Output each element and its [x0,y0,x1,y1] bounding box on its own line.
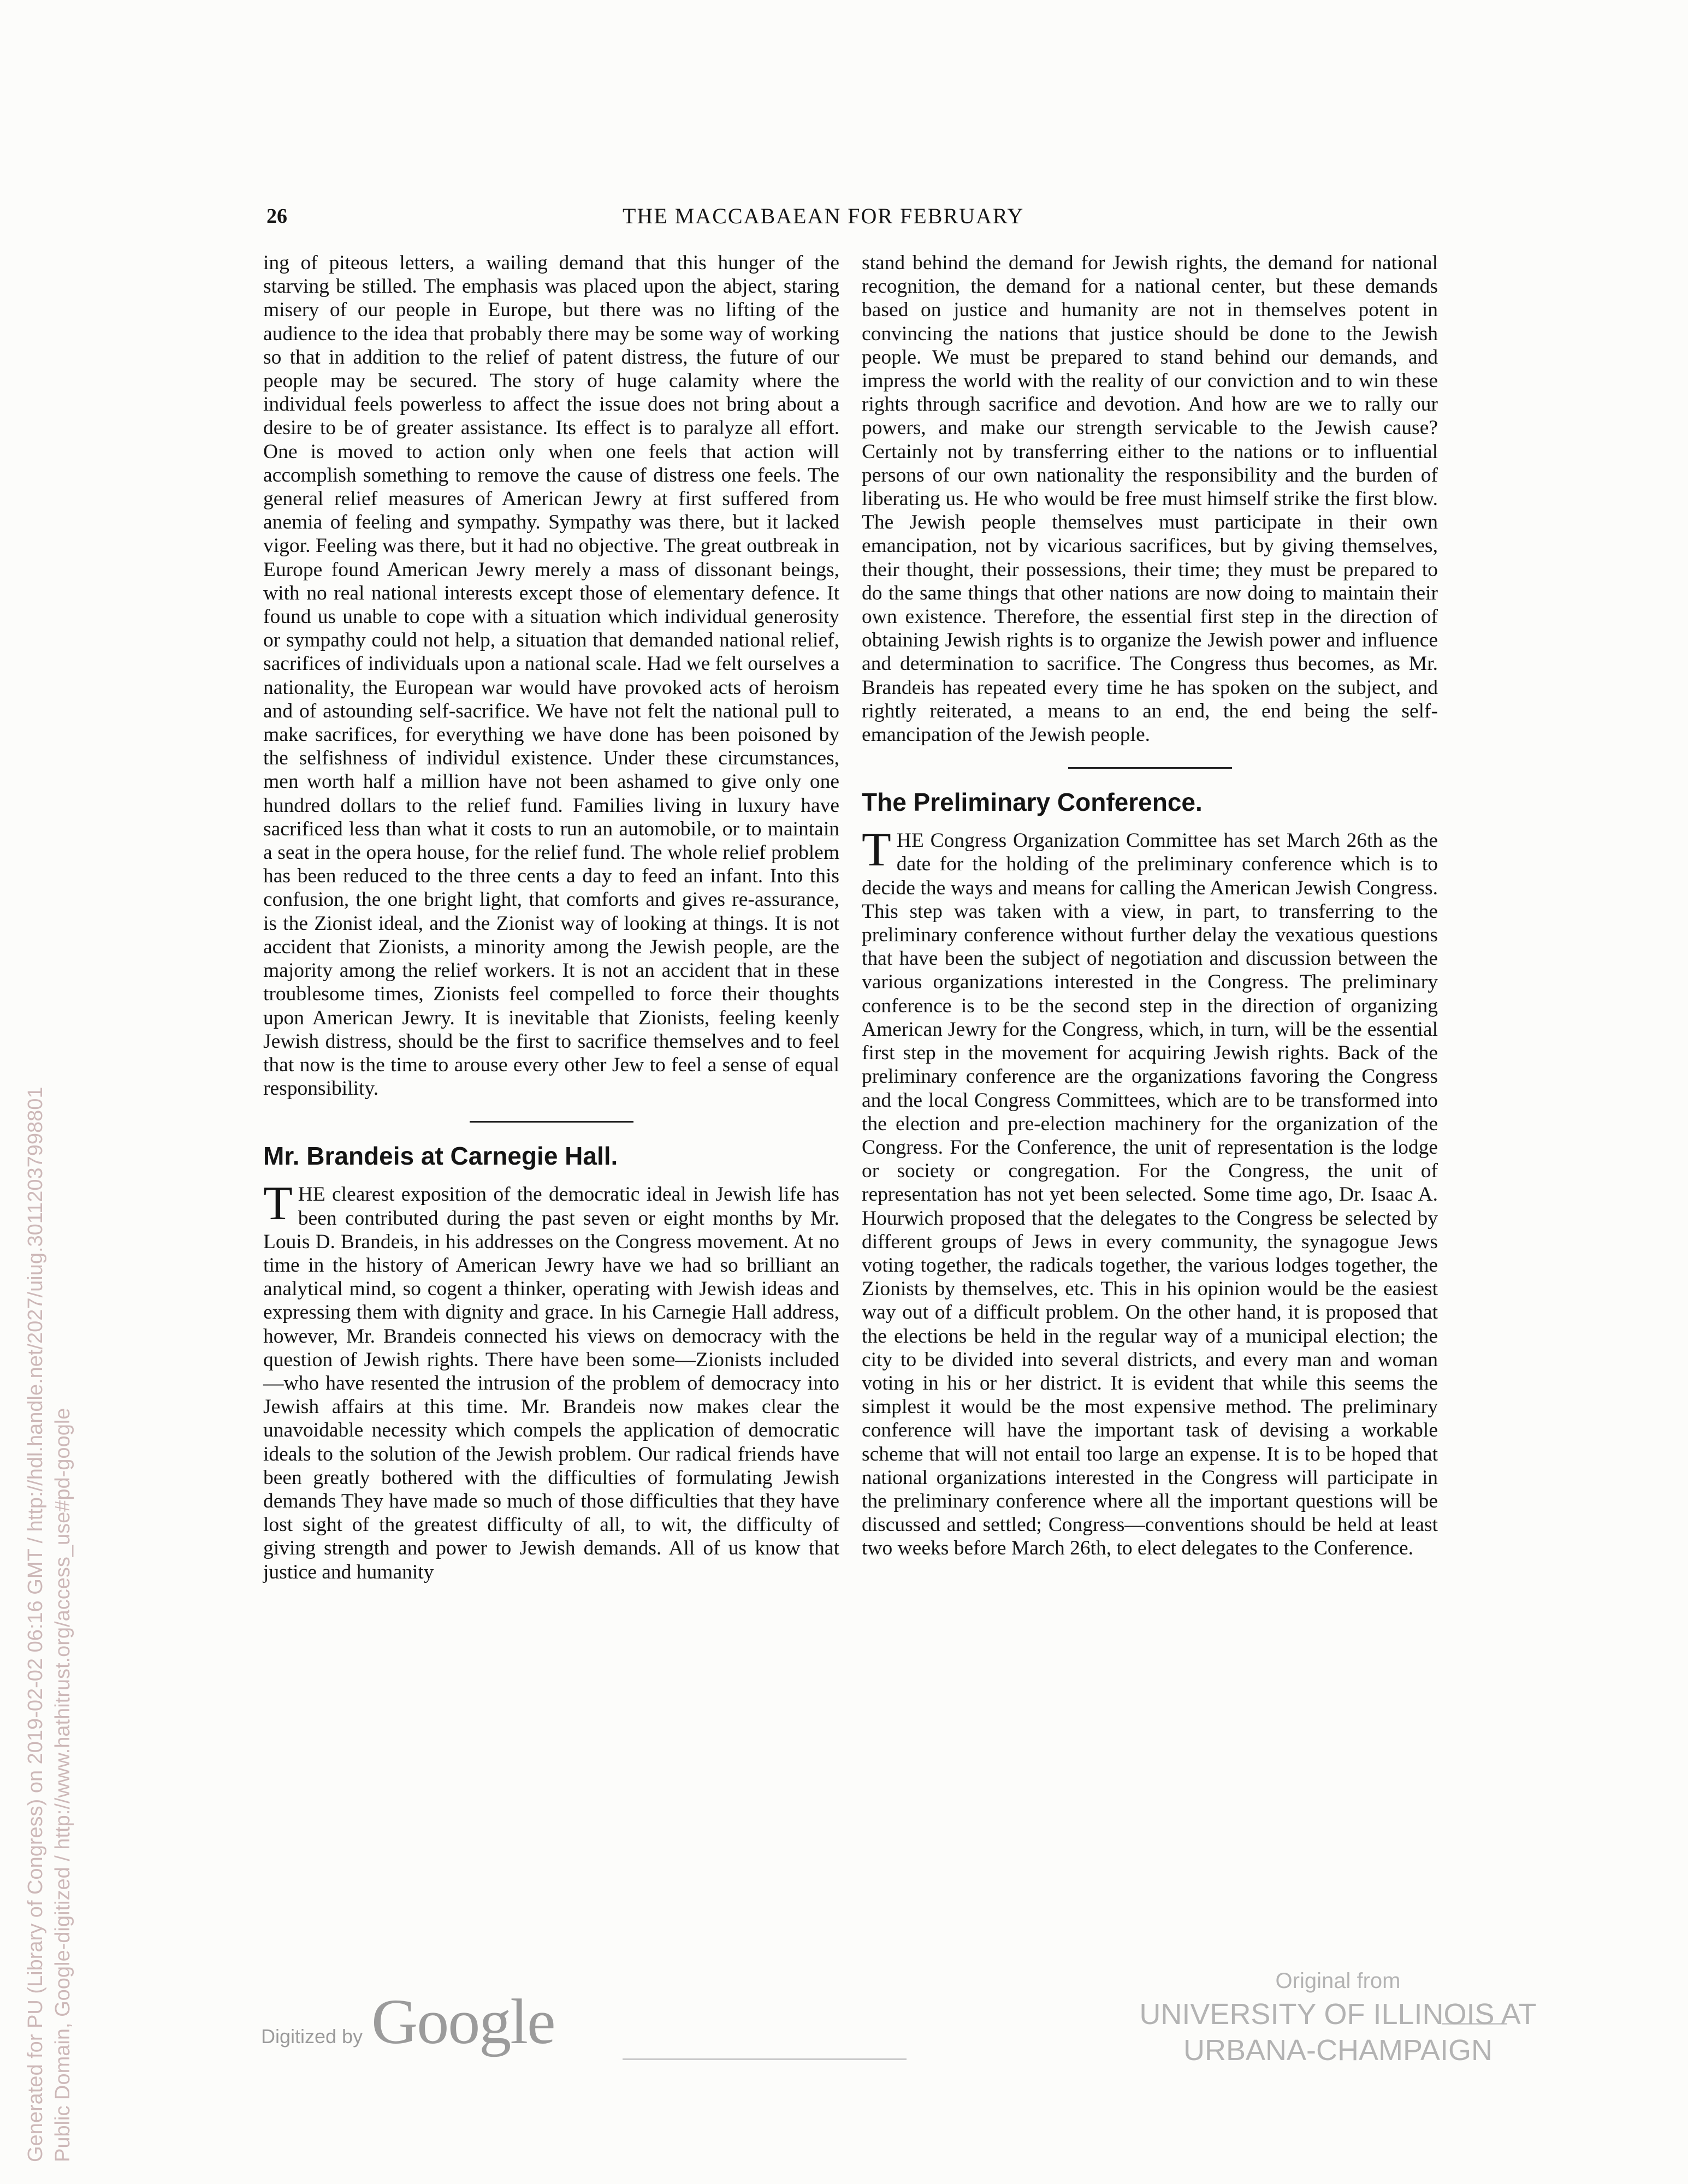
section-divider [1068,767,1232,769]
university-name-line1: UNIVERSITY OF ILLINOIS AT [1139,1998,1537,2031]
conference-body-text: HE Congress Organization Committee has set March 26th as the date for the holding of the preliminary conference which is to decide the ways and means for calling the American Jewish Congress. This step was taken with a view, in part, to transferring to the preliminary conference without further delay the vexatious questions that have been the subject of negotiation and discussion between the various organizations interested in the Congress. The preliminary conference is to be the second step in the direction of organizing American Jewry for the Congress, which, in turn, will be the essential first step in the movement for acquiring Jewish rights. Back of the preliminary conference are the organizations favoring the Congress and the local Congress Committees, which are to be transformed into the election and pre-election machinery for the organization of the Congress. For the Conference, the unit of representation is the lodge or society or congregation. For the Congress, the unit of representation has not yet been selected. Some time ago, Dr. Isaac A. Hourwich proposed that the delegates to the Congress be selected by different groups of Jews in every community, the synagogue Jews voting together, the radicals together, the various lodges together, the Zionists by themselves, etc. This in his opinion would be the easiest way out of a difficult problem. On the other hand, it is proposed that the elections be held in the regular way of a municipal election; the city to be divided into several districts, and every man and woman voting in his or her district. It is evident that while this seems the simplest it would be the most expensive method. The preliminary conference will have the important task of devising a workable scheme that will not entail too large an expense. It is to be hoped that national organizations interested in the Congress will participate in the preliminary conference where all the important questions will be discussed and settled; Congress—conventions should be held at least two weeks before March 26th, to elect delegates to the Conference. [862,829,1438,1560]
heading-brandeis-carnegie-hall: Mr. Brandeis at Carnegie Hall. [263,1142,618,1171]
scan-artifact-line [623,2058,907,2060]
right-paragraph-conference [862,823,1438,1560]
drop-cap: T [263,1177,293,1231]
watermark-line-public-domain: Public Domain, Google-digitized / http://www.hathitrust.org/access_use#pd-google [51,1408,74,2162]
left-paragraph-relief: ing of piteous letters, a wailing demand that this hunger of the starving be stilled. The emphasis was placed upon the abject, staring misery of our people in Europe, but there was no lifting of the audience to the idea that probably there may be some way of working so that in addition to the relief of patent distress, the future of our people may be secured. The story of huge calamity where the individual feels powerless to affect the issue does not bring about a desire to be of greater assistance. Its effect is to paralyze all effort. One is moved to action only when one feels that action will accomplish something to remove the cause of distress one feels. The general relief measures of American Jewry at first suffered from anemia of feeling and sympathy. Sympathy was there, but it lacked vigor. Feeling was there, but it had no objective. The great outbreak in Europe found American Jewry merely a mass of dissonant beings, with no real national interests except those of elementary defence. It found us unable to cope with a situation which individual generosity or sympathy could not help, a situation that demanded national relief, sacrifices of individuals upon a national scale. Had we felt ourselves a nationality, the European war would have provoked acts of heroism and of astounding self-sacrifice. We have not felt the national pull to make sacrifices, for everything we have done has been poisoned by the selfishness of individul existence. Under these circumstances, men worth half a million have not been ashamed to give only one hundred dollars to the relief fund. Families living in luxury have sacrificed less than what it costs to run an automobile, or to maintain a seat in the opera house, for the relief fund. The whole relief problem has been reduced to the three cents a day to feed an infant. Into this confusion, the one bright light, that comforts and gives re-assurance, is the Zionist ideal, and the Zionist way of looking at things. It is not accident that Zionists, a minority among the Jewish people, are the majority among the relief workers. It is not an accident that in these troublesome times, Zionists feel compelled to force their thoughts upon American Jewry. It is inevitable that Zionists, feeling keenly Jewish distress, should be the first to sacrifice themselves and to feel that now is the time to arouse every other Jew to feel a sense of equal responsibility. [263,252,839,1100]
right-paragraph-jewish-rights: stand behind the demand for Jewish rights, the demand for national recognition, the demand for a national center, but these demands based on justice and humanity are not in themselves potent in convincing the nations that justice should be done to the Jewish people. We must be prepared to stand behind our demands, and impress the world with the reality of our conviction and to win these rights through sacrifice and devotion. And how are we to rally our powers, and make our strength servicable to the Jewish cause? Certainly not by transferring either to the nations or to influential persons of our own nationality the responsibility and the burden of liberating us. He who would be free must himself strike the first blow. The Jewish people themselves must participate in their own emancipation, not by vicarious sacrifices, but by giving themselves, their thought, their possessions, their time; they must be prepared to do the same things that other nations are now doing to maintain their own existence. Therefore, the essential first step in the direction of obtaining Jewish rights is to organize the Jewish power and influence and determination to sacrifice. The Congress thus becomes, as Mr. Brandeis has repeated every time he has spoken on the subject, and rightly reiterated, a means to an end, the end being the self-emancipation of the Jewish people. [862,252,1438,746]
heading-preliminary-conference: The Preliminary Conference. [862,788,1203,817]
digitized-by-google [261,1985,554,2059]
original-from-label: Original from [1275,1969,1401,1993]
right-column [862,251,1438,1560]
university-name-line2: URBANA-CHAMPAIGN [1183,2034,1493,2067]
original-from-block [1065,1966,1611,2068]
section-divider [470,1121,633,1123]
watermark-line-generated: Generated for PU (Library of Congress) on 2019-02-02 06:16 GMT / http://hdl.handle.net/2027/uiug.30112037998801 [24,1087,47,2162]
drop-cap: T [862,823,891,877]
running-title: THE MACCABAEAN FOR FEBRUARY [623,204,1024,228]
brandeis-body-text: HE clearest exposition of the democratic ideal in Jewish life has been contributed during the past seven or eight months by Mr. Louis D. Brandeis, in his addresses on the Congress movement. At no time in the history of American Jewry have we had so brilliant an analytical mind, so cogent a thinker, operating with Jewish ideas and expressing them with dignity and grace. In his Carnegie Hall address, however, Mr. Brandeis connected his views on democracy with the question of Jewish rights. There have been some—Zionists included—who have resented the intrusion of the problem of democracy into Jewish affairs at this time. Mr. Brandeis now makes clear the unavoidable necessity which compels the application of democratic ideals to the solution of the Jewish problem. Our radical friends have been greatly bothered with the difficulties of formulating Jewish demands They have made so much of those difficulties that they have lost sight of the greatest difficulty of all, to wit, the difficulty of giving strength and power to Jewish demands. All of us know that justice and humanity [263,1183,839,1583]
digitized-by-label: Digitized by [261,2025,363,2048]
google-logo: Google [371,1986,555,2057]
left-paragraph-brandeis [263,1177,839,1583]
page-number: 26 [266,205,287,228]
side-watermark [22,1087,76,2162]
left-column [263,251,839,1584]
